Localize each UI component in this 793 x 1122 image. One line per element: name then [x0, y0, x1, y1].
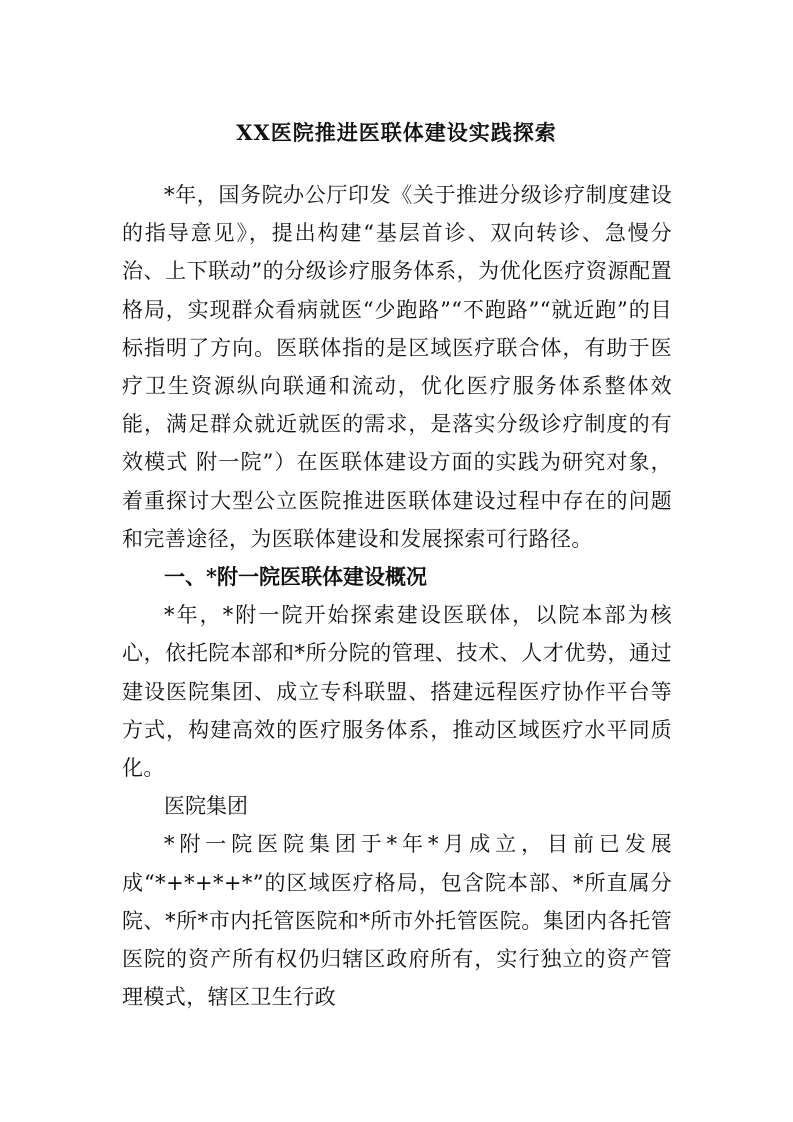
- document-body: [122, 176, 672, 1016]
- intro-paragraph: *年，国务院办公厅印发《关于推进分级诊疗制度建设的指导意见》，提出构建“基层首诊、双向转诊、急慢分治、上下联动”的分级诊疗服务体系，为优化医疗资源配置格局，实现群众看病就医“少跑路”“不跑路”“就近跑”的目标指明了方向。医联体指的是区域医疗联合体，有助于医疗卫生资源纵向联通和流动，优化医疗服务体系整体效能，满足群众就近就医的需求，是落实分级诊疗制度的有效模式 附一院”）在医联体建设方面的实践为研究对象，着重探讨大型公立医院推进医联体建设过程中存在的问题和完善途径，为医联体建设和发展探索可行路径。: [122, 183, 672, 551]
- subsection-heading: 医院集团: [164, 794, 248, 819]
- subsection-paragraph: *附一院医院集团于*年*月成立，目前已发展成“*+*+*+*”的区域医疗格局，包含院本部、*所直属分院、*所*市内托管医院和*所市外托管医院。集团内各托管医院的资产所有权仍归辖区政府所有，实行独立的资产管理模式，辖区卫生行政: [122, 832, 672, 1010]
- section-paragraph: *年，*附一院开始探索建设医联体，以院本部为核心，依托院本部和*所分院的管理、技术、人才优势，通过建设医院集团、成立专科联盟、搭建远程医疗协作平台等方式，构建高效的医疗服务体系，推动区域医疗水平同质化。: [122, 603, 672, 781]
- section-heading: 一、*附一院医联体建设概况: [164, 564, 427, 590]
- document-title: XX医院推进医联体建设实践探索: [236, 120, 557, 145]
